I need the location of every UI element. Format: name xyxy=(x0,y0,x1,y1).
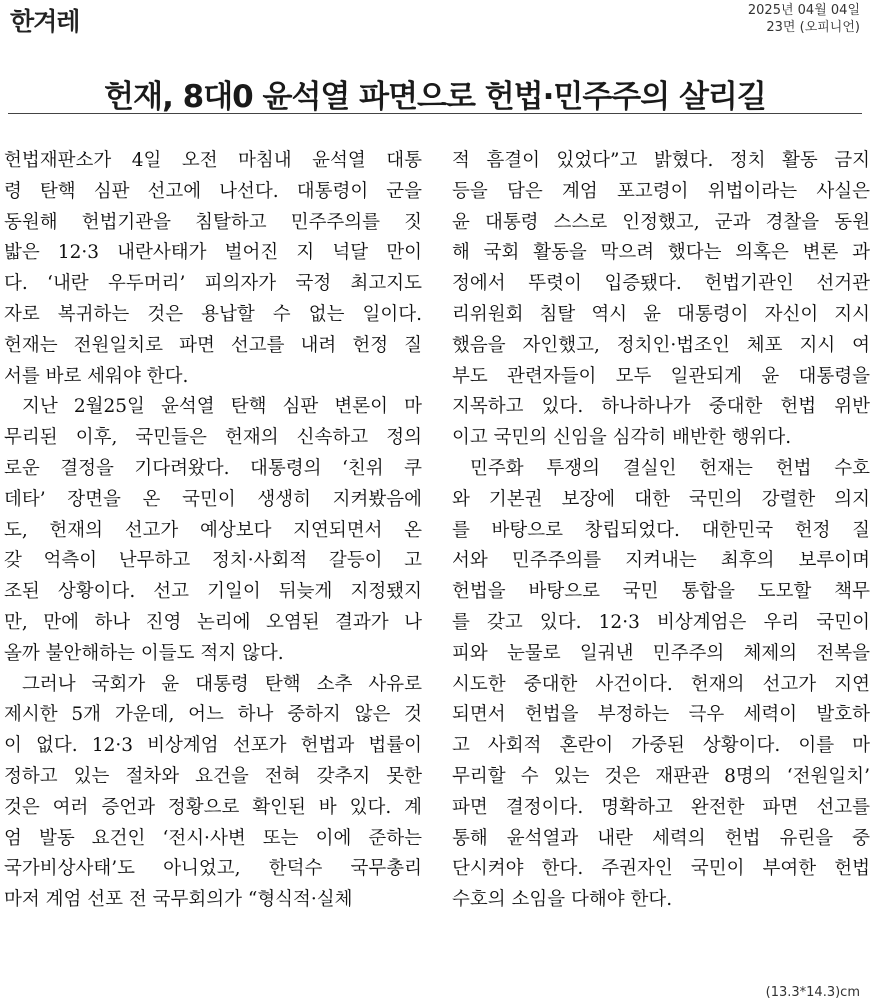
text-line: 정에서 뚜렷이 입증됐다. 헌법기관인 선거관 xyxy=(452,273,870,295)
text-line: 령 탄핵 심판 선고에 나선다. 대통령이 군을 xyxy=(4,180,422,202)
text-line: 수호의 소임을 다해야 한다. xyxy=(452,889,673,911)
text-line: 민주화 투쟁의 결실인 헌재는 헌법 수호 xyxy=(470,457,870,479)
text-line: 고 사회적 혼란이 가중된 상황이다. 이를 마 xyxy=(452,735,870,757)
text-line: 무리할 수 있는 것은 재판관 8명의 ‘전원일치’ xyxy=(452,765,870,787)
text-line: 자로 복귀하는 것은 용납할 수 없는 일이다. xyxy=(4,303,422,325)
text-line: 헌법을 바탕으로 국민 통합을 도모할 책무 xyxy=(452,581,870,603)
text-line: 헌법재판소가 4일 오전 마침내 윤석열 대통 xyxy=(4,150,422,171)
page-section: 23면 (오피니언) xyxy=(766,20,860,35)
text-line: 했음을 자인했고, 정치인·법조인 체포 지시 여 xyxy=(452,334,870,356)
text-line: 부도 관련자들이 모두 일관되게 윤 대통령을 xyxy=(452,365,870,387)
text-line: 되면서 헌법을 부정하는 극우 세력이 발호하 xyxy=(452,704,870,726)
text-line: 리위원회 침탈 역시 윤 대통령이 자신이 지시 xyxy=(452,303,870,325)
text-line: 적 흠결이 있었다”고 밝혔다. 정치 활동 금지 xyxy=(452,150,870,171)
text-line: 제시한 5개 가운데, 어느 하나 중하지 않은 것 xyxy=(4,704,422,726)
text-line: 를 갖고 있다. 12·3 비상계엄은 우리 국민이 xyxy=(452,611,870,633)
text-line: 서를 바로 세워야 한다. xyxy=(4,365,189,387)
text-line: 무리된 이후, 국민들은 헌재의 신속하고 정의 xyxy=(4,427,422,449)
text-line: 조된 상황이다. 선고 기일이 뒤늦게 지정됐지 xyxy=(4,581,422,603)
text-line: 를 바탕으로 창립되었다. 대한민국 헌정 질 xyxy=(452,519,870,541)
text-line: 도, 헌재의 선고가 예상보다 지연되면서 온 xyxy=(4,519,422,541)
text-line: 정하고 있는 절차와 요건을 전혀 갖추지 못한 xyxy=(4,765,422,787)
headline: 헌재, 8대0 윤석열 파면으로 헌법·민주주의 살리길 xyxy=(104,78,766,115)
text-line: 통해 윤석열과 내란 세력의 헌법 유린을 중 xyxy=(452,827,870,849)
text-line: 로운 결정을 기다려왔다. 대통령의 ‘친위 쿠 xyxy=(4,457,422,479)
text-line: 이고 국민의 신임을 심각히 배반한 행위다. xyxy=(452,427,792,449)
text-line: 피와 눈물로 일궈낸 민주주의 체제의 전복을 xyxy=(452,642,870,664)
text-line: 동원해 헌법기관을 침탈하고 민주주의를 짓 xyxy=(4,211,422,233)
publication-meta xyxy=(748,2,860,36)
text-line: 데타’ 장면을 온 국민이 생생히 지켜봤음에 xyxy=(4,488,422,510)
text-line: 다. ‘내란 우두머리’ 피의자가 국정 최고지도 xyxy=(4,273,422,295)
text-line: 밟은 12·3 내란사태가 벌어진 지 넉달 만이 xyxy=(4,242,422,264)
text-line: 그러나 국회가 윤 대통령 탄핵 소추 사유로 xyxy=(22,673,422,695)
article-size: (13.3*14.3)cm xyxy=(765,985,860,1000)
text-line: 지목하고 있다. 하나하나가 중대한 헌법 위반 xyxy=(452,396,870,418)
article-column-left xyxy=(4,146,422,916)
newspaper-logo: 한겨레 xyxy=(10,7,80,36)
publication-date: 2025년 04월 04일 xyxy=(747,3,860,18)
text-line: 파면 결정이다. 명확하고 완전한 파면 선고를 xyxy=(452,796,870,818)
text-line: 시도한 중대한 사건이다. 헌재의 선고가 지연 xyxy=(452,673,870,695)
text-line: 단시켜야 한다. 주권자인 국민이 부여한 헌법 xyxy=(452,858,870,880)
text-line: 갖 억측이 난무하고 정치·사회적 갈등이 고 xyxy=(4,550,422,572)
text-line: 해 국회 활동을 막으려 했다는 의혹은 변론 과 xyxy=(452,242,870,264)
text-line: 엄 발동 요건인 ‘전시·사변 또는 이에 준하는 xyxy=(4,827,422,849)
text-line: 올까 불안해하는 이들도 적지 않다. xyxy=(4,642,284,664)
article-column-right xyxy=(452,146,870,916)
text-line: 국가비상사태’도 아니었고, 한덕수 국무총리 xyxy=(4,858,422,880)
text-line: 등을 담은 계엄 포고령이 위법이라는 사실은 xyxy=(452,180,870,202)
text-line: 서와 민주주의를 지켜내는 최후의 보루이며 xyxy=(452,550,870,572)
text-line: 헌재는 전원일치로 파면 선고를 내려 헌정 질 xyxy=(4,334,422,356)
headline-rule xyxy=(8,113,862,114)
text-line: 것은 여러 증언과 정황으로 확인된 바 있다. 계 xyxy=(4,796,422,818)
text-line: 만, 만에 하나 진영 논리에 오염된 결과가 나 xyxy=(4,611,422,633)
text-line: 지난 2월25일 윤석열 탄핵 심판 변론이 마 xyxy=(22,396,422,418)
text-line: 마저 계엄 선포 전 국무회의가 “형식적·실체 xyxy=(4,889,353,911)
text-line: 이 없다. 12·3 비상계엄 선포가 헌법과 법률이 xyxy=(4,735,422,757)
text-line: 윤 대통령 스스로 인정했고, 군과 경찰을 동원 xyxy=(452,211,870,233)
text-line: 와 기본권 보장에 대한 국민의 강렬한 의지 xyxy=(452,488,870,510)
